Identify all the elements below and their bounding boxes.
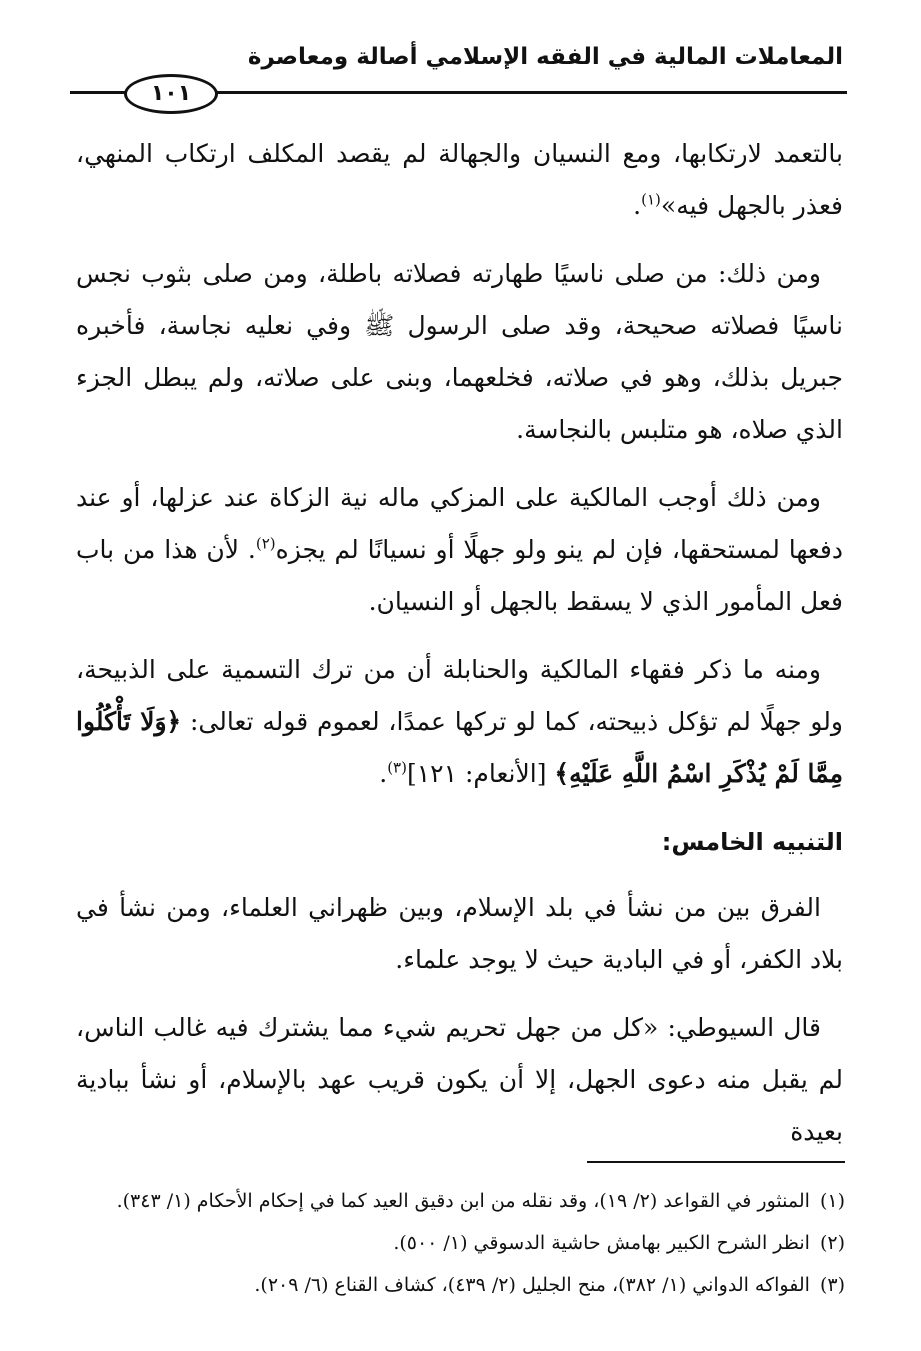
- verse-reference: [الأنعام: ١٢١]: [406, 759, 555, 788]
- footnote-text: المنثور في القواعد (٢/ ١٩)، وقد نقله من ابن دقيق العيد كما في إحكام الأحكام (١/ ٣٤٣).: [116, 1190, 810, 1212]
- quran-verse: ﴿وَلَا تَأْكُلُوا مِمَّا لَمْ يُذْكَرِ اسْمُ اللَّهِ عَلَيْهِ﴾: [76, 707, 843, 788]
- footnote-ref-1: (١): [641, 190, 661, 209]
- paragraph-6: قال السيوطي: «كل من جهل تحريم شيء مما يشترك فيه غالب الناس، لم يقبل منه دعوى الجهل، إلا أن يكون قريب عهد بالإسلام، أو نشأ ببادية بعيدة: [76, 1013, 843, 1146]
- page-number: ١٠١: [124, 74, 218, 114]
- footnote-2: [76, 1222, 845, 1264]
- paragraph-3-text-a: ومن ذلك أوجب المالكية على المزكي ماله نية الزكاة عند عزلها، أو عند دفعها لمستحقها، فإن لم ينو ولو جهلًا أو نسيانًا لم يجزه: [76, 483, 843, 564]
- footnote-text: انظر الشرح الكبير بهامش حاشية الدسوقي (١/ ٥٠٠).: [393, 1232, 810, 1254]
- paragraph-4: [76, 644, 843, 800]
- main-text: [76, 128, 843, 1174]
- paragraph-1-text: بالتعمد لارتكابها، ومع النسيان والجهالة لم يقصد المكلف ارتكاب المنهي، فعذر بالجهل فيه»: [76, 139, 843, 220]
- paragraph-4-text-a: ومنه ما ذكر فقهاء المالكية والحنابلة أن من ترك التسمية على الذبيحة، ولو جهلًا لم تؤكل ذبيحته، كما لو تركها عمدًا، لعموم قوله تعالى:: [76, 655, 844, 736]
- section-heading: التنبيه الخامس:: [661, 828, 843, 856]
- paragraph-1-end: .: [633, 191, 642, 220]
- footnote-3: [76, 1264, 845, 1306]
- footnote-number: (١): [819, 1190, 845, 1212]
- footnote-ref-2: (٢): [255, 534, 276, 553]
- footnote-separator: [587, 1161, 845, 1163]
- paragraph-2: ومن ذلك: من صلى ناسيًا طهارته فصلاته باطلة، ومن صلى بثوب نجس ناسيًا فصلاته صحيحة، وقد صلى الرسول ﷺ وفي نعليه نجاسة، فأخبره جبريل بذلك، وهو في صلاته، فخلعهما، وبنى على صلاته، ولم يبطل الجزء الذي صلاه، هو متلبس بالنجاسة.: [76, 259, 843, 444]
- paragraph-3: [76, 472, 843, 628]
- running-header-title: المعاملات المالية في الفقه الإسلامي أصالة ومعاصرة: [247, 44, 843, 70]
- footnote-number: (٣): [819, 1274, 845, 1296]
- footnotes: [76, 1180, 845, 1306]
- paragraph-4-end: .: [379, 759, 388, 788]
- footnote-1: [76, 1180, 845, 1222]
- paragraph-5: الفرق بين من نشأ في بلد الإسلام، وبين ظهراني العلماء، ومن نشأ في بلاد الكفر، أو في البادية حيث لا يوجد علماء.: [76, 893, 843, 974]
- footnote-number: (٢): [819, 1232, 845, 1254]
- footnote-ref-3: (٣): [387, 758, 407, 777]
- footnote-text: الفواكه الدواني (١/ ٣٨٢)، منح الجليل (٢/ ٤٣٩)، كشاف القناع (٦/ ٢٠٩).: [254, 1274, 810, 1296]
- paragraph-1: [76, 128, 843, 232]
- paragraph-3-text-b: . لأن هذا من باب فعل المأمور الذي لا يسقط بالجهل أو النسيان.: [76, 535, 843, 616]
